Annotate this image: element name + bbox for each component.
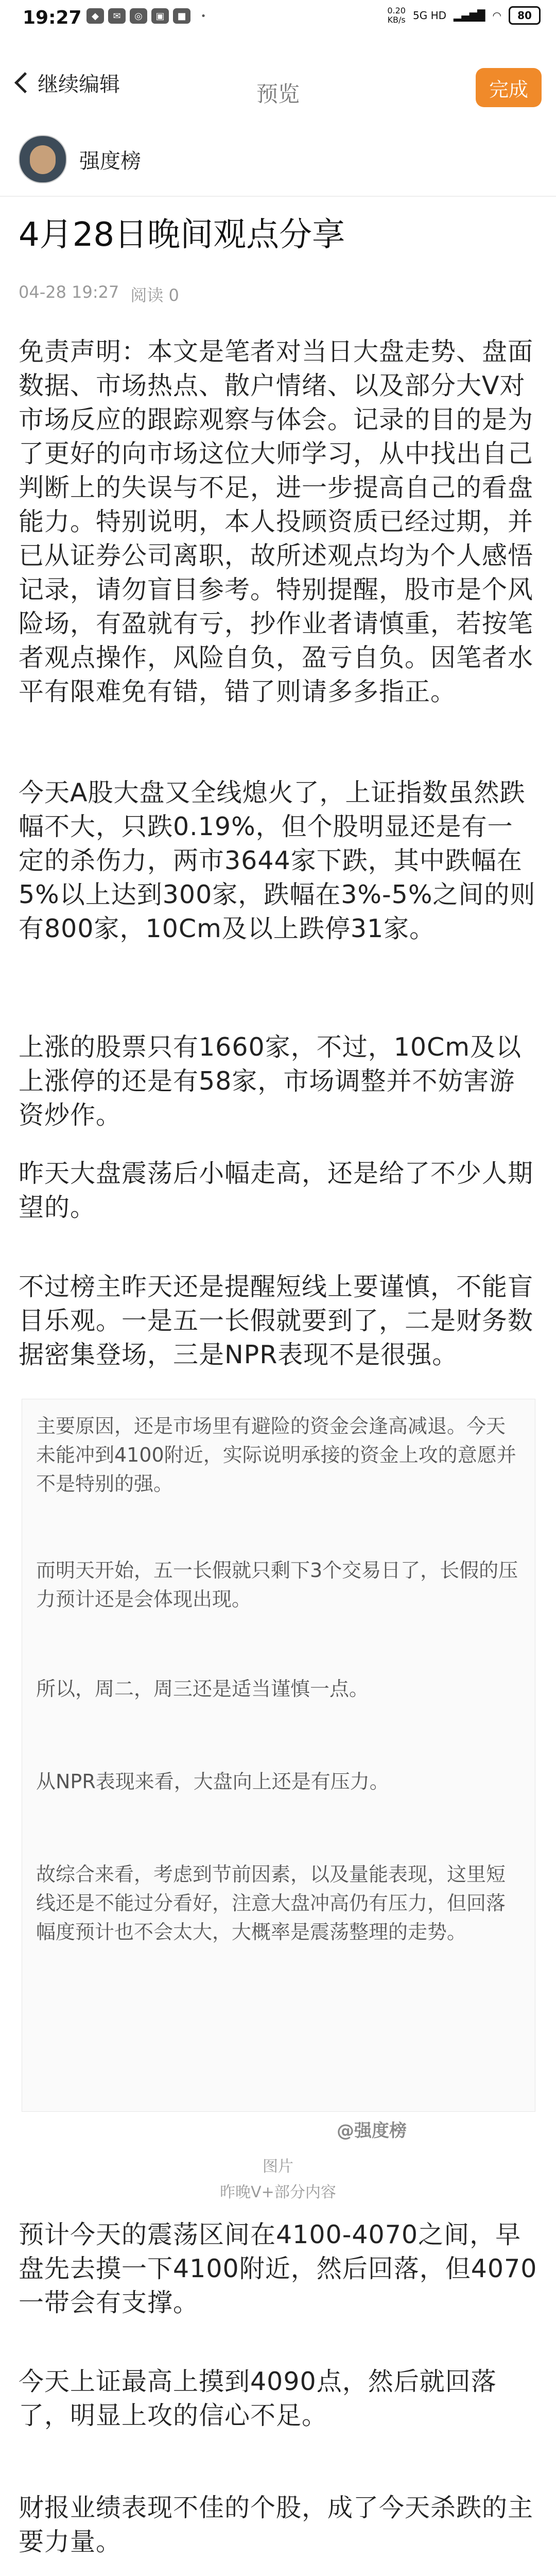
status-right [387,6,541,25]
chat-icon: ◎ [130,8,147,24]
divider [0,196,556,197]
app-notification-icon: ◆ [86,8,104,24]
paragraph: 昨天大盘震荡后小幅走高，还是给了不少人期望的。 [19,1159,534,1222]
author-row [19,135,141,183]
paragraph: 不过榜主昨天还是提醒短线上要谨慎，不能盲目乐观。一是五一长假就要到了，二是财务数据密集登场，三是NPR表现不是很强。 [19,1272,534,1369]
quote-paragraph: 而明天开始，五一长假就只剩下3个交易日了，长假的压力预计还是会体现出现。 [36,1559,518,1611]
quote-paragraph: 故综合来看，考虑到节前因素，以及量能表现，这里短线还是不能过分看好，注意大盘冲高仍有压力，但回落幅度预计也不会太大，大概率是震荡整理的走势。 [36,1863,506,1943]
avatar[interactable] [19,135,67,183]
network-speed: 0.20 KB/s [387,6,406,25]
battery-icon [509,6,541,25]
article-meta [19,282,179,306]
image-watermark: @强度榜 [337,2121,407,2141]
app-notification-icon: ■ [173,8,190,24]
status-time: 19:27 [23,7,82,28]
paragraph: 免责声明：本文是笔者对当日大盘走势、盘面数据、市场热点、散户情绪、以及部分大V对市场反应的跟踪观察与体会。记录的目的是为了更好的向市场这位大师学习，从中找出自己判断上的失误与不足，进一步提高自己的看盘能力。特别说明，本人投顾资质已经过期，并已从证券公司离职，故所述观点均为个人感悟记录，请勿盲目参考。特别提醒，股市是个风险场，有盈就有亏，抄作业者请慎重，若按笔者观点操作，风险自负，盈亏自负。因笔者水平有限难免有错，错了则请多多指正。 [19,337,534,706]
page-title: 预览 [256,81,300,107]
paragraph: 今天上证最高上摸到4090点，然后就回落了，明显上攻的信心不足。 [19,2367,497,2430]
notification-icons [86,8,212,24]
wifi-icon: ◠ [492,9,501,22]
author-name[interactable]: 强度榜 [79,149,141,173]
paragraph: 上涨的股票只有1660家，不过，10Cm及以上涨停的还是有58家，市场调整并不妨害游资炒作。 [19,1032,522,1130]
quote-paragraph: 所以，周二，周三还是适当谨慎一点。 [36,1677,369,1700]
image-label: 图片 [263,2158,293,2176]
back-label: 继续编辑 [38,73,120,96]
signal-icon: ▂▄▆█ [454,9,485,22]
article-title: 4月28日晚间观点分享 [19,216,345,254]
network-type: 5G HD [412,9,447,22]
battery-level: 80 [517,9,532,22]
app-notification-icon: ▣ [151,8,169,24]
paragraph: 财报业绩表现不佳的个股，成了今天杀跌的主要力量。 [19,2493,534,2556]
message-icon: ✉ [108,8,126,24]
done-button[interactable]: 完成 [476,68,542,107]
paragraph: 预计今天的震荡区间在4100-4070之间，早盘先去摸一下4100附近，然后回落，但4070一带会有支撑。 [19,2220,537,2317]
quote-paragraph: 从NPR表现来看，大盘向上还是有压力。 [36,1770,389,1793]
quote-paragraph: 主要原因，还是市场里有避险的资金会逢高减退。今天未能冲到4100附近，实际说明承接的资金上攻的意愿并不是特别的强。 [36,1415,516,1495]
article-date: 04-28 19:27 [19,282,119,302]
quoted-image[interactable] [22,1399,535,2112]
image-caption: 昨晚V+部分内容 [220,2183,336,2201]
paragraph: 今天A股大盘又全线熄火了，上证指数虽然跌幅不大，只跌0.19%，但个股明显还是有一定的杀伤力，两市3644家下跌，其中跌幅在5%以上达到300家，跌幅在3%-5%之间的则有800家，10Cm及以上跌停31家。 [19,778,536,943]
more-notifications-icon: • [200,10,206,22]
article-reads: 阅读 0 [130,285,179,305]
